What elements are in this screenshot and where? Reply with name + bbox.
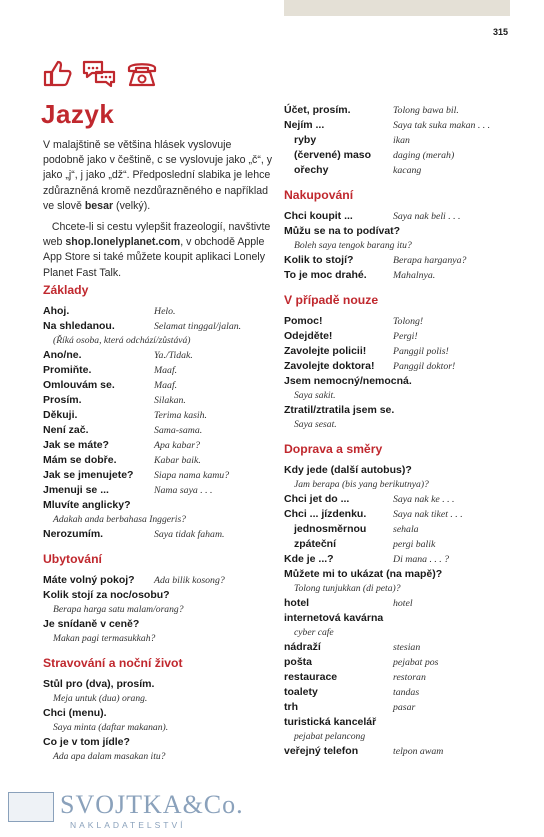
phrase-translation-line: Adakah anda berbahasa Inggeris? <box>53 514 186 525</box>
phrase-malay: Terima kasih. <box>154 410 207 421</box>
phrase-row <box>284 103 516 118</box>
phrase-row <box>284 329 516 344</box>
phrase-row <box>43 348 283 363</box>
phrase-row <box>284 655 516 670</box>
phrase-row <box>284 552 516 567</box>
phrase-czech: trh <box>284 701 298 713</box>
phrase-malay: Saya nak beli . . . <box>393 211 461 222</box>
page-title: Jazyk <box>41 99 115 129</box>
phrase-czech: ryby <box>294 134 317 146</box>
phrase-list-nouze <box>284 314 516 432</box>
phrase-czech: turistická kancelář <box>284 716 377 728</box>
phrase-czech: Chci koupit ... <box>284 210 353 222</box>
phrase-row <box>43 468 283 483</box>
phrase-row <box>284 403 516 418</box>
phrase-czech: Účet, prosím. <box>284 104 351 116</box>
phrase-row <box>284 314 516 329</box>
intro-para-2: Chcete-li si cestu vylepšit frazeologií, navštivte web <box>43 221 271 249</box>
phrase-row <box>284 685 516 700</box>
phrase-czech: Chci (menu). <box>43 707 107 719</box>
phrase-czech: To je moc drahé. <box>284 269 367 281</box>
phrase-row <box>43 453 283 468</box>
phrase-czech: Na shledanou. <box>43 320 115 332</box>
phrase-list-doprava <box>284 463 516 759</box>
phrase-malay: Helo. <box>154 306 176 317</box>
phrase-row <box>284 253 516 268</box>
left-column <box>43 283 283 764</box>
phrase-row <box>284 359 516 374</box>
phrase-malay: pergi balik <box>393 539 436 550</box>
phrase-translation-line: Meja untuk (dua) orang. <box>53 693 148 704</box>
phrase-row <box>43 319 283 334</box>
phrase-translation-line: pejabat pelancong <box>294 731 366 742</box>
phrase-malay: Mahalnya. <box>393 270 436 281</box>
phrase-row <box>43 393 283 408</box>
phrase-czech: Nerozumím. <box>43 528 104 540</box>
phrase-czech: restaurace <box>284 671 338 683</box>
phrase-malay: Maaf. <box>154 365 178 376</box>
phrase-list-top <box>284 103 516 178</box>
phrase-translation-line: Saya sesat. <box>294 419 337 430</box>
phrase-row <box>284 268 516 283</box>
phrase-row <box>43 304 283 319</box>
phrase-row <box>284 537 516 552</box>
phrase-translation-line: Boleh saya tengok barang itu? <box>294 240 412 251</box>
phrase-czech: Není zač. <box>43 424 89 436</box>
phrase-malay: Tolong! <box>393 316 424 327</box>
phrase-malay: Silakan. <box>154 395 186 406</box>
thumbs-up-icon <box>42 58 72 88</box>
phrase-malay: sehala <box>393 524 419 535</box>
phrase-czech: Je snídaně v ceně? <box>43 618 140 630</box>
phrase-translation-line: Makan pagi termasukkah? <box>53 633 156 644</box>
phrase-row <box>43 408 283 423</box>
phrase-czech: Nejím ... <box>284 119 325 131</box>
watermark-logo-icon <box>8 792 54 822</box>
right-column <box>284 103 516 759</box>
phrase-translation-line: Tolong tunjukkan (di peta)? <box>294 583 401 594</box>
phrase-czech: Jak se máte? <box>43 439 109 451</box>
intro-text <box>43 138 275 287</box>
phrase-czech: zpáteční <box>294 538 337 550</box>
phrase-row <box>284 463 516 478</box>
phrase-czech: Kolik stojí za noc/osobu? <box>43 589 170 601</box>
phrase-malay: Saya tak suka makan . . . <box>393 120 491 131</box>
phrase-czech: (červené) maso <box>294 149 372 161</box>
phrase-czech: pošta <box>284 656 313 668</box>
phrase-malay: restoran <box>393 672 426 683</box>
phrase-row <box>284 522 516 537</box>
phrase-malay: daging (merah) <box>393 150 455 161</box>
phrase-malay: pejabat pos <box>393 657 439 668</box>
phrase-czech: Jsem nemocný/nemocná. <box>284 375 412 387</box>
phrase-czech: ořechy <box>294 164 329 176</box>
phrase-row <box>284 567 516 582</box>
phrase-row <box>284 209 516 224</box>
phrase-malay: Kabar baik. <box>154 455 201 466</box>
phrase-malay: Ada bilik kosong? <box>154 575 225 586</box>
phrase-czech: Kdy jede (další autobus)? <box>284 464 412 476</box>
phrase-czech: Chci jet do ... <box>284 493 350 505</box>
phrase-malay: tandas <box>393 687 420 698</box>
phrase-malay: Panggil polis! <box>393 346 449 357</box>
phrase-czech: Co je v tom jídle? <box>43 736 130 748</box>
intro-web-link: shop.lonelyplanet.com <box>65 236 181 249</box>
phrase-malay: Siapa nama kamu? <box>154 470 230 481</box>
telephone-icon <box>126 58 158 88</box>
phrase-malay: Berapa harganya? <box>393 255 467 266</box>
phrase-row <box>284 163 516 178</box>
phrase-malay: Pergi! <box>393 331 418 342</box>
phrase-row <box>284 118 516 133</box>
phrase-row <box>43 677 283 692</box>
intro-para-2-end: , v obchodě Apple App Store si také můžete koupit aplikaci Lonely Planet Fast Talk. <box>43 236 266 279</box>
phrase-czech: Jmenuji se ... <box>43 484 109 496</box>
phrase-malay: hotel <box>393 598 413 609</box>
phrase-czech: Jak se jmenujete? <box>43 469 134 481</box>
phrase-czech: Odejděte! <box>284 330 333 342</box>
phrase-czech: Stůl pro (dva), prosím. <box>43 678 155 690</box>
phrase-czech: Děkuji. <box>43 409 78 421</box>
phrase-row <box>43 363 283 378</box>
section-heading-doprava: Doprava a směry <box>284 442 383 456</box>
phrase-row <box>284 700 516 715</box>
phrase-row <box>43 483 283 498</box>
phrase-czech: hotel <box>284 597 310 609</box>
phrase-czech: Mluvíte anglicky? <box>43 499 131 511</box>
phrase-czech: Chci ... jízdenku. <box>284 508 367 520</box>
phrase-row <box>43 617 283 632</box>
phrase-czech: jednosměrnou <box>294 523 367 535</box>
phrase-czech: Můžete mi to ukázat (na mapě)? <box>284 568 443 580</box>
phrase-row <box>284 133 516 148</box>
intro-bold-word: besar <box>84 199 114 212</box>
phrase-list-ubytovani <box>43 573 283 646</box>
phrase-czech: Promiňte. <box>43 364 92 376</box>
phrase-row <box>43 588 283 603</box>
phrase-czech: toalety <box>284 686 318 698</box>
phrase-malay: Nama saya . . . <box>154 485 213 496</box>
phrase-malay: Saya nak tiket . . . <box>393 509 463 520</box>
phrase-translation-line: Jam berapa (bis yang berikutnya)? <box>294 479 429 490</box>
phrase-translation-line: Saya sakit. <box>294 390 336 401</box>
phrase-malay: Saya tidak faham. <box>154 529 225 540</box>
phrase-list-nakupovani <box>284 209 516 283</box>
phrase-malay: ikan <box>393 135 410 146</box>
phrase-malay: stesian <box>393 642 421 653</box>
phrase-malay: kacang <box>393 165 422 176</box>
phrase-row <box>43 438 283 453</box>
phrase-malay: Tolong bawa bil. <box>393 105 459 116</box>
section-heading-nouze: V případě nouze <box>284 293 379 307</box>
phrase-czech: Ztratil/ztratila jsem se. <box>284 404 395 416</box>
phrase-malay: Saya nak ke . . . <box>393 494 455 505</box>
phrase-malay: Maaf. <box>154 380 178 391</box>
publisher-watermark <box>8 790 244 832</box>
phrase-row <box>43 527 283 542</box>
section-heading-ubytovani: Ubytování <box>43 552 102 566</box>
phrase-row <box>43 498 283 513</box>
phrase-czech: Kde je ...? <box>284 553 334 565</box>
intro-para-1: V malajštině se většina hlásek vyslovuje podobně jako v češtině, c se vyslovuje jako „č“, y jako „j“, j jako „dž“. Předposlední slabika je lehce zdůrazněná kromě nezdůrazněného e například ve slově <box>43 139 273 212</box>
phrase-malay: Panggil doktor! <box>393 361 456 372</box>
phrase-row <box>284 744 516 759</box>
phrase-row <box>284 148 516 163</box>
phrase-row <box>43 378 283 393</box>
phrase-list-zaklady <box>43 304 283 542</box>
phrase-row <box>284 715 516 730</box>
speech-bubbles-icon <box>82 58 116 88</box>
phrase-row <box>284 596 516 611</box>
phrase-czech: Prosím. <box>43 394 82 406</box>
section-icons <box>42 58 158 88</box>
watermark-name: SVOJTKA&Co. <box>60 790 244 819</box>
phrase-malay: pasar <box>393 702 416 713</box>
section-heading-nakupovani: Nakupování <box>284 188 354 202</box>
phrase-list-stravovani <box>43 677 283 764</box>
section-heading-zaklady: Základy <box>43 283 89 297</box>
phrase-czech: Zavolejte policii! <box>284 345 367 357</box>
phrase-czech: Ahoj. <box>43 305 70 317</box>
page-number: 315 <box>493 27 509 37</box>
phrase-row <box>284 224 516 239</box>
phrase-row <box>43 423 283 438</box>
phrase-row <box>284 374 516 389</box>
phrase-translation-line: Berapa harga satu malam/orang? <box>53 604 184 615</box>
phrase-czech: Kolik to stojí? <box>284 254 354 266</box>
phrase-row <box>284 344 516 359</box>
section-heading-stravovani: Stravování a noční život <box>43 656 183 670</box>
phrase-translation-line: cyber cafe <box>294 627 334 638</box>
phrase-row <box>43 735 283 750</box>
phrase-malay: Apa kabar? <box>154 440 200 451</box>
phrase-czech: Omlouvám se. <box>43 379 115 391</box>
phrase-row <box>284 507 516 522</box>
phrase-malay: Di mana . . . ? <box>393 554 450 565</box>
phrase-czech: Pomoc! <box>284 315 323 327</box>
intro-para-1-end: (velký). <box>113 199 151 212</box>
phrase-row <box>284 492 516 507</box>
phrase-czech: Máte volný pokoj? <box>43 574 135 586</box>
phrase-row <box>284 640 516 655</box>
phrase-row <box>284 670 516 685</box>
phrase-czech: veřejný telefon <box>284 745 359 757</box>
top-color-bar <box>284 0 510 16</box>
phrase-czech: internetová kavárna <box>284 612 384 624</box>
watermark-subtitle: NAKLADATELSTVÍ <box>70 820 186 830</box>
phrase-row <box>284 611 516 626</box>
phrase-malay: Selamat tinggal/jalan. <box>154 321 242 332</box>
phrase-czech: Můžu se na to podívat? <box>284 225 401 237</box>
phrase-czech: Mám se dobře. <box>43 454 117 466</box>
phrase-malay: Ya./Tidak. <box>154 350 193 361</box>
phrase-translation-line: (Říká osoba, která odchází/zůstává) <box>53 335 191 346</box>
phrase-czech: nádraží <box>284 641 321 653</box>
phrase-malay: Sama-sama. <box>154 425 203 436</box>
phrase-malay: telpon awam <box>393 746 444 757</box>
phrase-czech: Ano/ne. <box>43 349 82 361</box>
phrase-translation-line: Saya minta (daftar makanan). <box>53 722 169 733</box>
phrase-row <box>43 706 283 721</box>
phrase-row <box>43 573 283 588</box>
phrase-czech: Zavolejte doktora! <box>284 360 375 372</box>
phrase-translation-line: Ada apa dalam masakan itu? <box>53 751 166 762</box>
